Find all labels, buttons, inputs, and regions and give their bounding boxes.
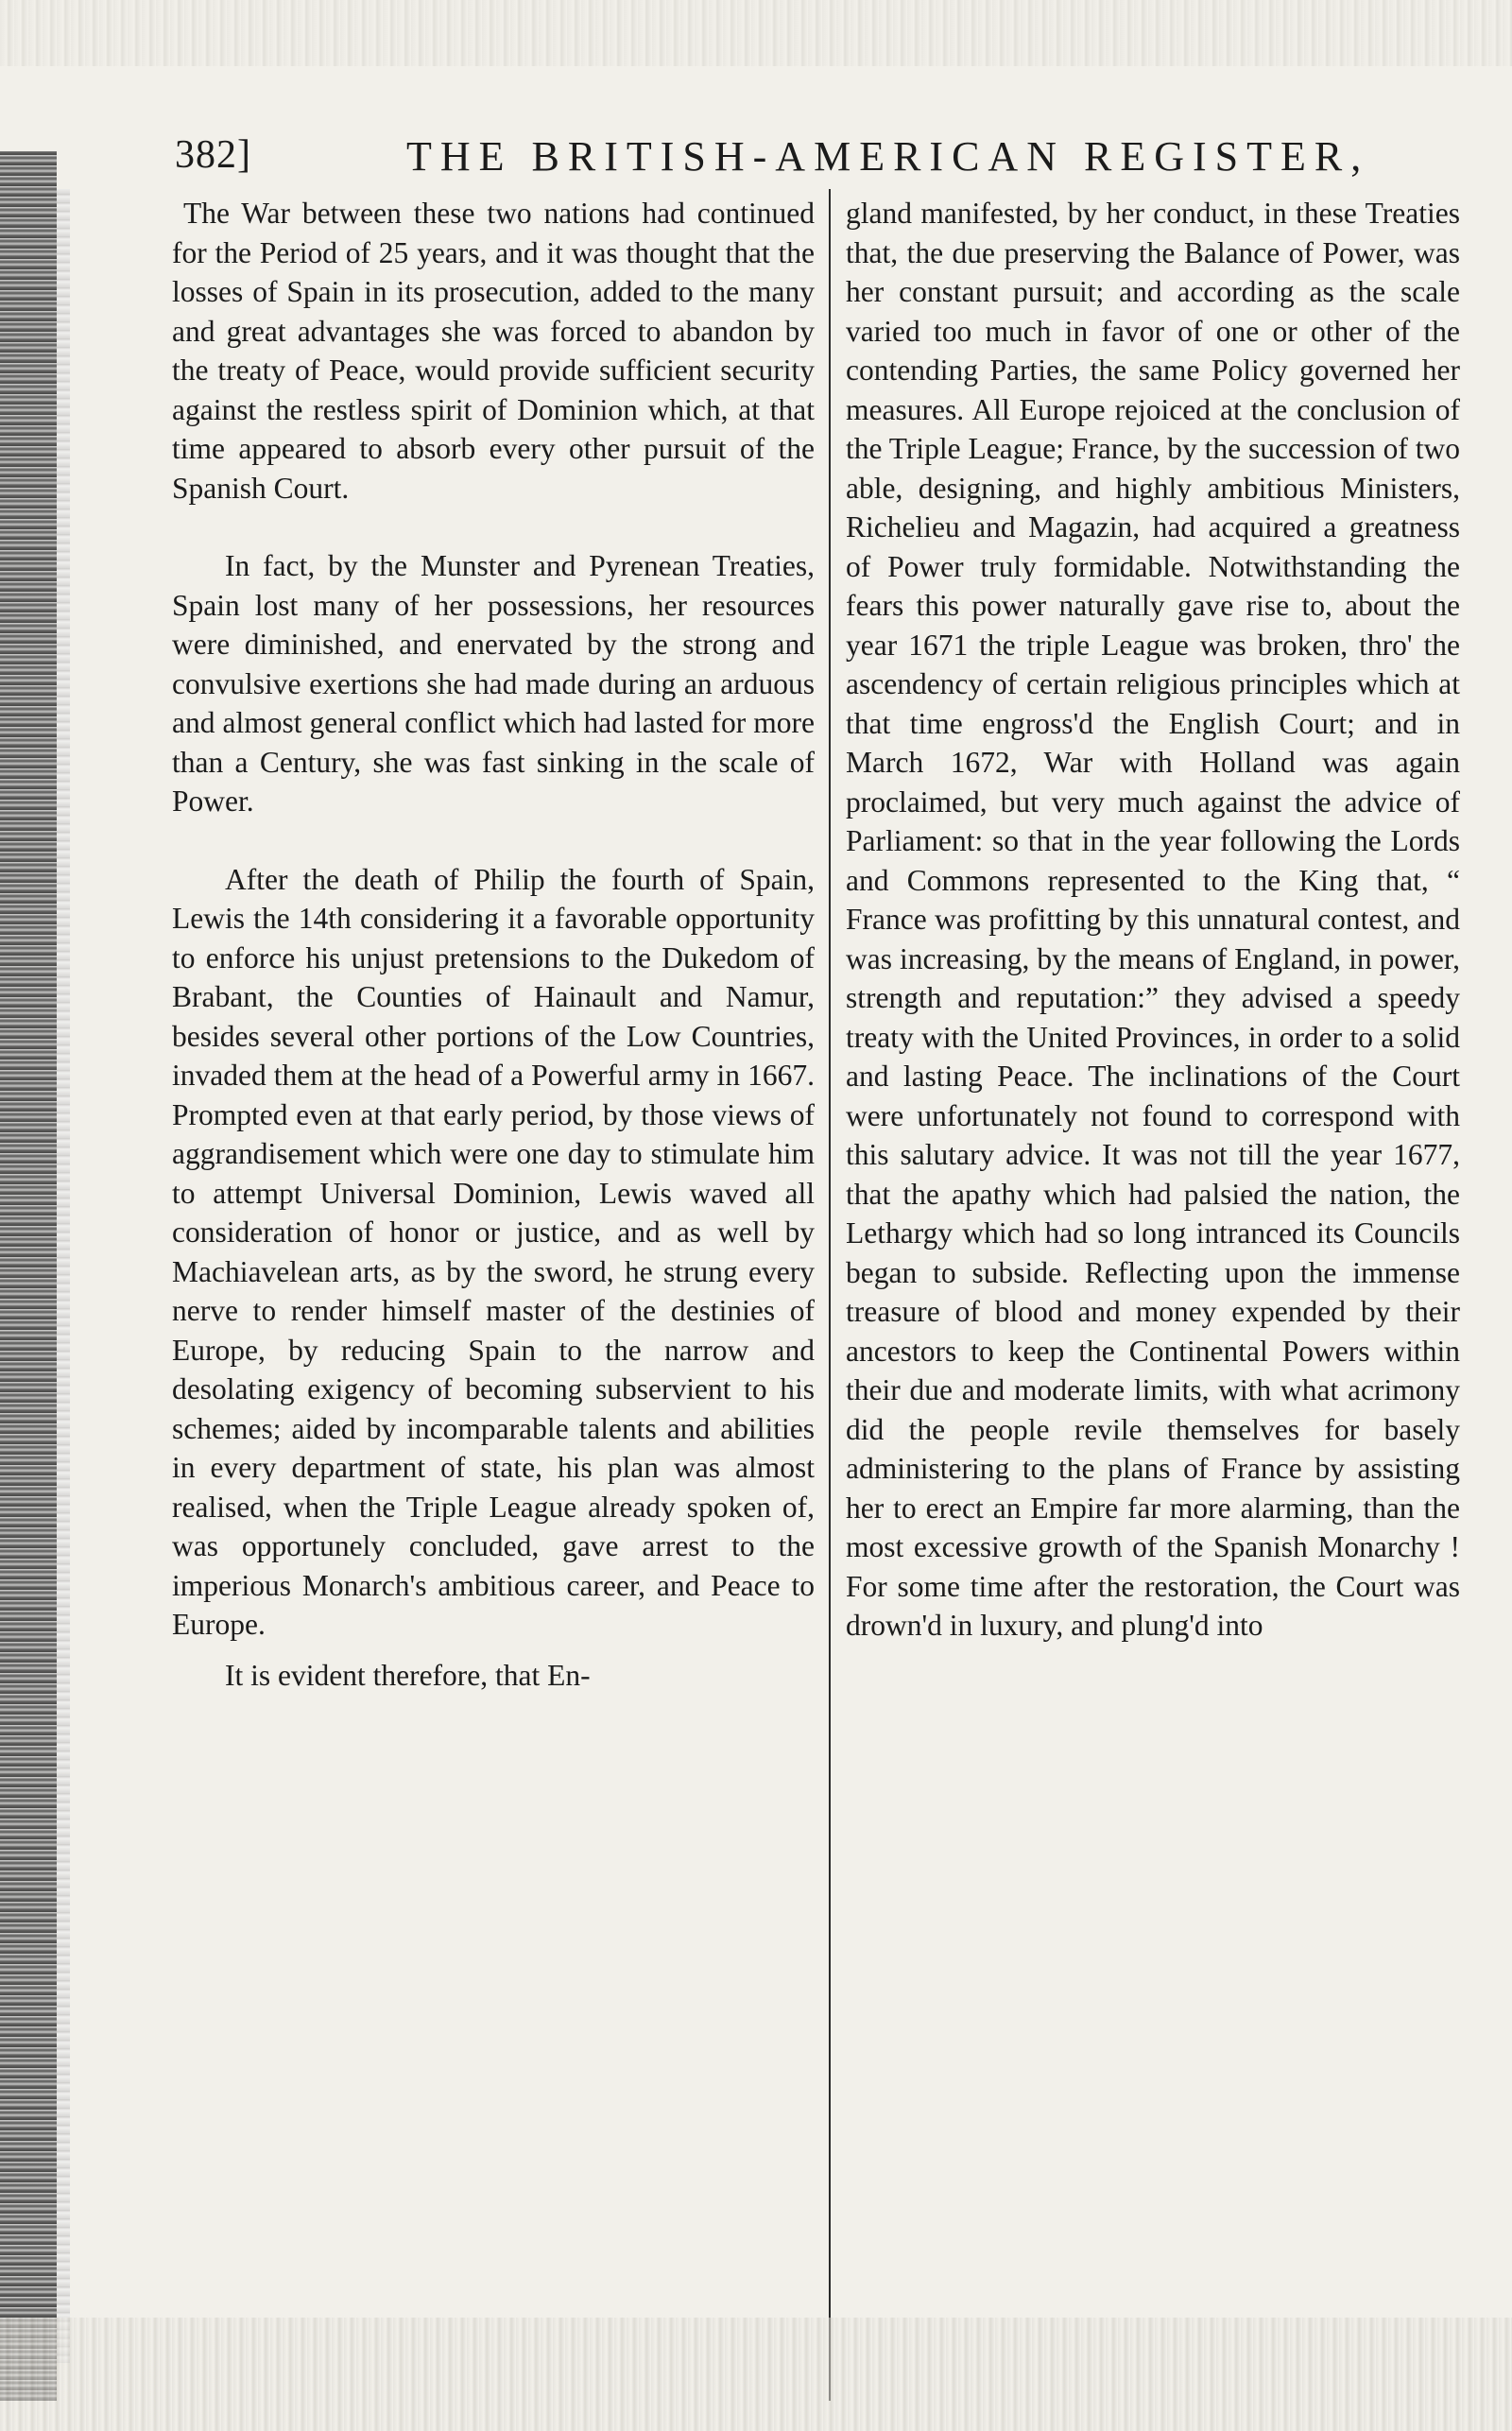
column-divider <box>829 189 831 2401</box>
left-column <box>172 194 815 1695</box>
paragraph: After the death of Philip the fourth of Spain, Lewis the 14th considering it a favorable opportunity to enforce his unjust pretensions to the Dukedom of Brabant, the Counties of Hainault and Namur, besides several other portions of the Low Countries, invaded them at the head of a Powerful army in 1667. Prompted even at that early period, by those views of aggrandisement which were one day to stimulate him to attempt Universal Dominion, Lewis waved all consideration of honor or justice, and as well by Machiavelean arts, as by the sword, he strung every nerve to render himself master of the destinies of Europe, by reducing Spain to the narrow and desolating exigency of becoming subservient to his schemes; aided by incomparable talents and abilities in every department of state, his plan was almost realised, when the Triple League already spoken of, was opportunely concluded, gave arrest to the imperious Monarch's ambitious career, and Peace to Europe. <box>172 862 815 1641</box>
right-column <box>846 194 1460 1646</box>
paragraph: In fact, by the Munster and Pyrenean Treaties, Spain lost many of her possessions, her resources were diminished, and enervated by the strong and convulsive exertions she had made during an arduous and almost general conflict which had lasted for more than a Century, she was fast sinking in the scale of Power. <box>172 549 815 818</box>
page-header <box>175 132 1446 189</box>
paragraph: gland manifested, by her conduct, in these Treaties that, the due preserving the Balance of Power, was her constant pursuit; and according as the scale varied too much in favor of one or other of the contending Parties, the same Policy governed her measures. All Europe rejoiced at the conclusion of the Triple League; France, by the succession of two able, designing, and highly ambitious Ministers, Richelieu and Magazin, had acquired a greatness of Power truly formidable. Notwithstanding the fears this power naturally gave rise to, about the year 1671 the triple League was broken, thro' the ascendency of certain religious principles which at that time engross'd the English Court; and in March 1672, War with Holland was again proclaimed, but very much against the advice of Parliament: so that in the year following the Lords and Commons represented to the King that, “ France was profitting by this unnatural contest, and was increasing, by the means of England, in power, strength and reputation:” they advised a speedy treaty with the United Provinces, in order to a solid and lasting Peace. The inclinations of the Court were unfortunately not found to correspond with this salutary advice. It was not till the year 1677, that the apathy which had palsied the nation, the Lethargy which had so long intranced its Councils began to subside. Reflecting upon the immense treasure of blood and money expended by their ancestors to keep the Continental Powers within their due and moderate limits, with what acrimony did the people revile themselves for basely administering to the plans of France by assisting her to erect an Empire far more alarming, than the most excessive growth of the Spanish Monarchy ! For some time after the restoration, the Court was drown'd in luxury, and plung'd into <box>846 197 1460 1642</box>
paragraph: The War between these two nations had continued for the Period of 25 years, and it was thought that the losses of Spain in its prosecution, added to the many and great advantages she was forced to abandon by the treaty of Peace, would provide sufficient security against the restless spirit of Dominion which, at that time appeared to absorb every other pursuit of the Spanish Court. <box>172 197 815 505</box>
scanned-book-edge <box>0 151 57 2401</box>
running-title: THE BRITISH-AMERICAN REGISTER, <box>406 133 1370 180</box>
scan-noise-top <box>0 0 1512 66</box>
scanned-gutter-shadow <box>57 189 70 2363</box>
scan-noise-bottom <box>0 2318 1512 2431</box>
page-number: 382] <box>175 133 251 177</box>
paragraph: It is evident therefore, that En- <box>225 1658 591 1692</box>
